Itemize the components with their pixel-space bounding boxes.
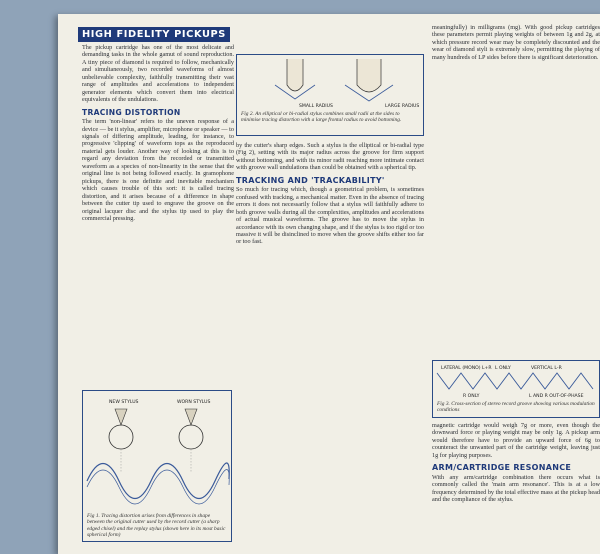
small-radius-icon	[287, 59, 303, 91]
arm-heading: ARM/CARTRIDGE RESONANCE	[432, 463, 572, 473]
groove-section-diagram	[433, 361, 599, 399]
fig3-label-2: L ONLY	[495, 366, 511, 371]
column-right	[432, 24, 600, 61]
trackability-heading: TRACKING AND 'TRACKABILITY'	[236, 175, 385, 185]
record-insert-page	[58, 14, 600, 554]
tracing-paragraph: The term 'non-linear' refers to the uneven response of a device — be it stylus, amplifier, microphone or speaker — to signals of differing amplitude, leading, for instance, to progressive 'clipping' of waveform tops as the reproduced material gets louder. Another way of looking at this is to regard any deviation from the recorded or transmitted waveform as a species of non-linearity in the sense that the original line is not being followed exactly. In gramophone pickups, there is one definite and inevitable mechanism which causes trouble of this sort: it is called tracing distortion, and it arises because of a difference in shape between the cutter tip used to engrave the groove on the original lacquer disc and the stylus tip used to play the commercial pressing.	[82, 118, 234, 222]
new-stylus-icon	[109, 425, 133, 449]
page-title: HIGH FIDELITY PICKUPS	[78, 27, 230, 42]
fig3-label-3: VERTICAL L-R	[531, 366, 562, 371]
intro-paragraph: The pickup cartridge has one of the most delicate and demanding tasks in the whole gamut of sound reproduction. A tiny piece of diamond is required to follow, mechanically and simultaneously, two recorded waveforms of almost unbelievable complexity, faithfully transmitting their vast range of amplitudes and accelerations to independent generator elements which convert them into electrical equivalents of the undulations.	[82, 44, 234, 104]
col2-top-paragraph: by the cutter's sharp edges. Such a stylus is the elliptical or bi-radial type (Fig 2), setting with its major radius across the groove for firm support without bottoming, and with its minor radii reaching more intimate contact with groove wall undulations than could be obtained with a spherical tip.	[236, 142, 424, 172]
fig1-label-b: WORN STYLUS	[177, 400, 211, 405]
tracing-heading: TRACING DISTORTION	[82, 107, 181, 117]
fig1-caption: Fig 1. Tracing distortion arises from differences in shape between the original cutter used by the record cutter (a sharp edged chisel) and the replay stylus (shown here in its most basic spherical form)	[87, 513, 226, 538]
fig2-large-label: LARGE RADIUS	[385, 104, 420, 109]
arm-paragraph: With any arm/cartridge combination there occurs what is commonly called the 'main arm resonance'. This is at a low frequency determined by the total effective mass at the pickup head and the compliance of the stylus.	[432, 473, 600, 504]
column-middle	[236, 142, 424, 246]
fig3-caption: Fig 3. Cross-section of stereo record groove showing various modulation conditions	[437, 401, 595, 414]
stylus-radius-diagram	[237, 55, 423, 111]
fig3-label-4: L AND R OUT-OF-PHASE	[529, 394, 584, 399]
tracing-diagram	[83, 391, 231, 509]
figure-3	[432, 360, 600, 418]
col3-top-paragraph: meaningfully) in milligrams (mg). With good pickup cartridges these parameters permit playing weights of between 1g and 2g, at which pressure record wear may be completely discounted and the wear of diamond styli is extremely slow, permitting the playing of many hundreds of LP sides before there is significant deterioration.	[432, 24, 600, 61]
fig1-label-a: NEW STYLUS	[109, 400, 139, 405]
large-radius-icon	[357, 59, 381, 92]
fig3-label-1: LATERAL (MONO) L+R	[441, 366, 492, 371]
column-right-lower	[432, 422, 600, 504]
fig3-label-5: R ONLY	[463, 394, 480, 399]
fig2-small-label: SMALL RADIUS	[299, 104, 333, 109]
col3-mid-paragraph: magnetic cartridge would weigh 7g or more, even though the downward force or playing weight may be only 1g. A pickup arm would therefore have to provide an upward force of 6g to counteract the unwanted part of the cartridge weight, leaving just 1g for playing purposes.	[432, 422, 600, 459]
trackability-paragraph: So much for tracing which, though a geometrical problem, is sometimes confused with tracking, a mechanical matter. Even in the absence of tracing errors it does not necessarily follow that a stylus will faithfully adhere to both groove walls during all the complexities, amplitudes and accelerations of actual musical waveforms. The groove has to move the stylus in accordance with its own changing shape, and if the stylus is too rigid or too massive it will be disinclined to move when the groove shifts either too far or too fast.	[236, 186, 424, 246]
column-left	[82, 44, 234, 222]
figure-2	[236, 54, 424, 136]
worn-stylus-icon	[179, 425, 203, 449]
figure-1	[82, 390, 232, 542]
fig2-caption: Fig 2. An elliptical or bi-radial stylus combines small radii at the sides to minimise tracing distortion with a large frontal radius to avoid bottoming.	[241, 111, 402, 124]
